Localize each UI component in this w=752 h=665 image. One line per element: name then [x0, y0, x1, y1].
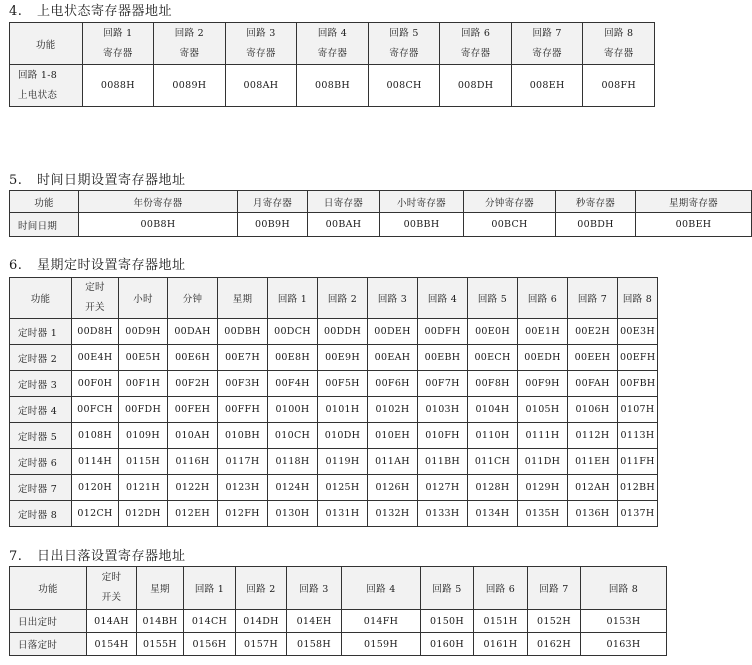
column-header: [511, 23, 583, 65]
table-row: [10, 610, 667, 633]
column-header: 分钟: [168, 278, 218, 319]
time-date-register-table: [9, 190, 752, 237]
register-address-cell: 0103H: [418, 397, 468, 423]
register-address-cell: 0156H: [184, 633, 236, 656]
register-address-cell: 008AH: [225, 65, 297, 107]
column-header: [368, 23, 440, 65]
table-row: [10, 65, 655, 107]
register-address-cell: 00FCH: [72, 397, 119, 423]
register-address-cell: 008CH: [368, 65, 440, 107]
table-row: [10, 501, 658, 527]
register-address-cell: 014FH: [342, 610, 421, 633]
register-address-cell: 011FH: [618, 449, 658, 475]
row-label: 定时器 1: [10, 319, 72, 345]
column-header: 秒寄存器: [556, 191, 636, 213]
table-header-row: [10, 278, 658, 319]
section-title-text: 星期定时设置寄存器地址: [37, 258, 186, 273]
register-address-cell: 00F7H: [418, 371, 468, 397]
register-address-cell: 0161H: [474, 633, 528, 656]
register-address-cell: 0122H: [168, 475, 218, 501]
row-label: 日出定时: [10, 610, 87, 633]
register-address-cell: 00F0H: [72, 371, 119, 397]
register-address-cell: 0158H: [287, 633, 342, 656]
column-header: 星期寄存器: [636, 191, 752, 213]
register-address-cell: 011BH: [418, 449, 468, 475]
register-address-cell: 0114H: [72, 449, 119, 475]
table-row: [10, 319, 658, 345]
register-address-cell: 0151H: [474, 610, 528, 633]
column-header: 回路 5: [468, 278, 518, 319]
register-address-cell: 010BH: [218, 423, 268, 449]
register-address-cell: 0101H: [318, 397, 368, 423]
register-address-cell: 0135H: [518, 501, 568, 527]
column-header: 回路 2: [318, 278, 368, 319]
register-address-cell: 00FAH: [568, 371, 618, 397]
register-address-cell: 0127H: [418, 475, 468, 501]
register-address-cell: 0124H: [268, 475, 318, 501]
column-header: [583, 23, 655, 65]
register-address-cell: 0150H: [421, 610, 474, 633]
register-address-cell: 00E5H: [119, 345, 168, 371]
column-header-line: 寄存器: [532, 47, 562, 59]
register-address-cell: 0163H: [581, 633, 667, 656]
column-header: 星期: [218, 278, 268, 319]
register-address-cell: 010EH: [368, 423, 418, 449]
register-address-cell: 008DH: [440, 65, 512, 107]
row-label: 定时器 8: [10, 501, 72, 527]
row-label: 定时器 7: [10, 475, 72, 501]
table-row: [10, 423, 658, 449]
register-address-cell: 00DEH: [368, 319, 418, 345]
register-address-cell: 00BBH: [380, 213, 464, 237]
column-header: 回路 8: [581, 567, 667, 610]
register-address-cell: 0123H: [218, 475, 268, 501]
register-address-cell: 0154H: [87, 633, 137, 656]
column-header: [297, 23, 369, 65]
column-header: 小时寄存器: [380, 191, 464, 213]
register-address-cell: 00E6H: [168, 345, 218, 371]
register-address-cell: 0155H: [137, 633, 184, 656]
register-address-cell: 014BH: [137, 610, 184, 633]
register-address-cell: 0105H: [518, 397, 568, 423]
register-address-cell: 0136H: [568, 501, 618, 527]
column-header: 日寄存器: [308, 191, 380, 213]
table-row: [10, 633, 667, 656]
column-header: 回路 4: [418, 278, 468, 319]
register-address-cell: 00ECH: [468, 345, 518, 371]
register-address-cell: 00B8H: [79, 213, 238, 237]
register-address-cell: 00F8H: [468, 371, 518, 397]
column-header-line: 寄存器: [246, 47, 276, 59]
register-address-cell: 014CH: [184, 610, 236, 633]
column-header: 分钟寄存器: [464, 191, 556, 213]
table-row: [10, 475, 658, 501]
register-address-cell: 012CH: [72, 501, 119, 527]
register-address-cell: 011EH: [568, 449, 618, 475]
column-header-line: 回路 4: [317, 27, 348, 39]
register-address-cell: 0137H: [618, 501, 658, 527]
register-address-cell: 0115H: [119, 449, 168, 475]
table-row: [10, 345, 658, 371]
register-address-cell: 0104H: [468, 397, 518, 423]
section-6-title: [9, 258, 186, 274]
column-header-line: 寄存器: [103, 47, 133, 59]
section-4-title: [9, 4, 172, 20]
column-header: 回路 2: [236, 567, 287, 610]
column-header-line: 寄存器: [317, 47, 348, 59]
column-header: 功能: [10, 278, 72, 319]
table-row: [10, 449, 658, 475]
register-address-cell: 00E3H: [618, 319, 658, 345]
register-address-cell: 00F3H: [218, 371, 268, 397]
column-header: 功能: [10, 191, 79, 213]
section-number: 4.: [9, 4, 23, 19]
register-address-cell: 008FH: [583, 65, 655, 107]
register-address-cell: 00BCH: [464, 213, 556, 237]
register-address-cell: 00DDH: [318, 319, 368, 345]
register-address-cell: 008EH: [511, 65, 583, 107]
register-address-cell: 0129H: [518, 475, 568, 501]
register-address-cell: 014EH: [287, 610, 342, 633]
column-header: 回路 6: [518, 278, 568, 319]
register-address-cell: 0131H: [318, 501, 368, 527]
register-address-cell: 00BEH: [636, 213, 752, 237]
register-address-cell: 008BH: [297, 65, 369, 107]
register-address-cell: 010AH: [168, 423, 218, 449]
register-address-cell: 0121H: [119, 475, 168, 501]
register-address-cell: 010FH: [418, 423, 468, 449]
register-address-cell: 011CH: [468, 449, 518, 475]
register-address-cell: 0118H: [268, 449, 318, 475]
weekly-timer-register-table: [9, 277, 658, 527]
register-address-cell: 00DFH: [418, 319, 468, 345]
column-header: 回路 7: [568, 278, 618, 319]
column-header-line: 定时: [85, 282, 105, 293]
table-row: [10, 213, 752, 237]
register-address-cell: 012BH: [618, 475, 658, 501]
table-header-row: [10, 567, 667, 610]
register-address-cell: 00F6H: [368, 371, 418, 397]
section-title-text: 日出日落设置寄存器地址: [37, 549, 186, 564]
column-header: 功能: [10, 23, 83, 65]
register-address-cell: 00DCH: [268, 319, 318, 345]
row-label: 定时器 6: [10, 449, 72, 475]
register-address-cell: 0126H: [368, 475, 418, 501]
column-header-line: 开关: [85, 302, 105, 313]
register-address-cell: 0109H: [119, 423, 168, 449]
column-header: [225, 23, 297, 65]
register-address-cell: 00BDH: [556, 213, 636, 237]
section-number: 6.: [9, 258, 23, 273]
register-address-cell: 00E4H: [72, 345, 119, 371]
register-address-cell: 011AH: [368, 449, 418, 475]
column-header-line: 寄存器: [389, 47, 419, 59]
row-label: [10, 65, 83, 107]
register-address-cell: 0159H: [342, 633, 421, 656]
column-header: 小时: [119, 278, 168, 319]
register-address-cell: 0100H: [268, 397, 318, 423]
column-header: 回路 4: [342, 567, 421, 610]
register-address-cell: 00FEH: [168, 397, 218, 423]
column-header: [82, 23, 154, 65]
register-address-cell: 012EH: [168, 501, 218, 527]
table-header-row: [10, 23, 655, 65]
register-address-cell: 00F2H: [168, 371, 218, 397]
row-label-line: 上电状态: [18, 89, 58, 101]
column-header: [87, 567, 137, 610]
column-header: 回路 1: [268, 278, 318, 319]
register-address-cell: 0116H: [168, 449, 218, 475]
register-address-cell: 00E2H: [568, 319, 618, 345]
table-row: [10, 397, 658, 423]
column-header: 回路 5: [421, 567, 474, 610]
register-address-cell: 0133H: [418, 501, 468, 527]
register-address-cell: 0130H: [268, 501, 318, 527]
column-header-line: 定时: [101, 572, 122, 583]
row-label: 定时器 4: [10, 397, 72, 423]
register-address-cell: 00E7H: [218, 345, 268, 371]
column-header: 回路 6: [474, 567, 528, 610]
column-header-line: 回路 7: [532, 27, 562, 39]
register-address-cell: 0111H: [518, 423, 568, 449]
column-header-line: 开关: [101, 592, 122, 603]
register-address-cell: 00EAH: [368, 345, 418, 371]
column-header: [72, 278, 119, 319]
column-header-line: 回路 2: [174, 27, 205, 39]
register-address-cell: 0089H: [154, 65, 226, 107]
section-5-title: [9, 173, 186, 189]
register-address-cell: 0134H: [468, 501, 518, 527]
column-header-line: 回路 1: [103, 27, 133, 39]
register-address-cell: 0117H: [218, 449, 268, 475]
register-address-cell: 0125H: [318, 475, 368, 501]
row-label: 时间日期: [10, 213, 79, 237]
column-header: 回路 3: [287, 567, 342, 610]
register-address-cell: 0110H: [468, 423, 518, 449]
register-address-cell: 0160H: [421, 633, 474, 656]
register-address-cell: 0132H: [368, 501, 418, 527]
register-address-cell: 0106H: [568, 397, 618, 423]
register-address-cell: 00EBH: [418, 345, 468, 371]
register-address-cell: 00D9H: [119, 319, 168, 345]
table-header-row: [10, 191, 752, 213]
register-address-cell: 00BAH: [308, 213, 380, 237]
column-header: 年份寄存器: [79, 191, 238, 213]
column-header-line: 回路 6: [460, 27, 491, 39]
column-header-line: 寄器: [179, 47, 200, 59]
register-address-cell: 011DH: [518, 449, 568, 475]
section-title-text: 时间日期设置寄存器地址: [37, 173, 186, 188]
column-header-line: 回路 8: [604, 27, 634, 39]
register-address-cell: 0112H: [568, 423, 618, 449]
register-address-cell: 0152H: [528, 610, 581, 633]
row-label: 定时器 5: [10, 423, 72, 449]
column-header: 回路 8: [618, 278, 658, 319]
register-address-cell: 012AH: [568, 475, 618, 501]
register-address-cell: 0088H: [82, 65, 154, 107]
column-header: [154, 23, 226, 65]
column-header: 星期: [137, 567, 184, 610]
register-address-cell: 0128H: [468, 475, 518, 501]
column-header: 功能: [10, 567, 87, 610]
register-address-cell: 0120H: [72, 475, 119, 501]
register-address-cell: 00EEH: [568, 345, 618, 371]
power-on-state-register-table: [9, 22, 655, 107]
register-address-cell: 00DBH: [218, 319, 268, 345]
register-address-cell: 0107H: [618, 397, 658, 423]
column-header: 回路 7: [528, 567, 581, 610]
column-header-line: 寄存器: [460, 47, 491, 59]
row-label: 定时器 2: [10, 345, 72, 371]
register-address-cell: 0162H: [528, 633, 581, 656]
register-address-cell: 0119H: [318, 449, 368, 475]
register-address-cell: 010CH: [268, 423, 318, 449]
sunrise-sunset-register-table: [9, 566, 667, 656]
register-address-cell: 014AH: [87, 610, 137, 633]
section-7-title: [9, 549, 186, 565]
register-address-cell: 014DH: [236, 610, 287, 633]
section-number: 7.: [9, 549, 23, 564]
column-header: 回路 1: [184, 567, 236, 610]
register-address-cell: 00DAH: [168, 319, 218, 345]
register-address-cell: 00E9H: [318, 345, 368, 371]
column-header: 月寄存器: [238, 191, 308, 213]
register-address-cell: 0157H: [236, 633, 287, 656]
register-address-cell: 00E8H: [268, 345, 318, 371]
register-address-cell: 00D8H: [72, 319, 119, 345]
register-address-cell: 00E0H: [468, 319, 518, 345]
column-header-line: 寄存器: [604, 47, 634, 59]
column-header: 回路 3: [368, 278, 418, 319]
register-address-cell: 00E1H: [518, 319, 568, 345]
row-label: 日落定时: [10, 633, 87, 656]
register-address-cell: 012FH: [218, 501, 268, 527]
register-address-cell: 00FDH: [119, 397, 168, 423]
register-address-cell: 012DH: [119, 501, 168, 527]
column-header-line: 回路 3: [246, 27, 276, 39]
register-address-cell: 010DH: [318, 423, 368, 449]
register-address-cell: 00FBH: [618, 371, 658, 397]
register-address-cell: 00F5H: [318, 371, 368, 397]
table-row: [10, 371, 658, 397]
register-address-cell: 00FFH: [218, 397, 268, 423]
section-number: 5.: [9, 173, 23, 188]
register-address-cell: 0102H: [368, 397, 418, 423]
register-address-cell: 00EFH: [618, 345, 658, 371]
row-label-line: 回路 1-8: [18, 69, 58, 81]
register-address-cell: 0153H: [581, 610, 667, 633]
register-address-cell: 00B9H: [238, 213, 308, 237]
row-label: 定时器 3: [10, 371, 72, 397]
register-address-cell: 0108H: [72, 423, 119, 449]
section-title-text: 上电状态寄存器器地址: [37, 4, 173, 19]
register-address-cell: 00F1H: [119, 371, 168, 397]
register-address-cell: 00F9H: [518, 371, 568, 397]
register-address-cell: 0113H: [618, 423, 658, 449]
register-address-cell: 00F4H: [268, 371, 318, 397]
column-header: [440, 23, 512, 65]
register-address-cell: 00EDH: [518, 345, 568, 371]
column-header-line: 回路 5: [389, 27, 419, 39]
